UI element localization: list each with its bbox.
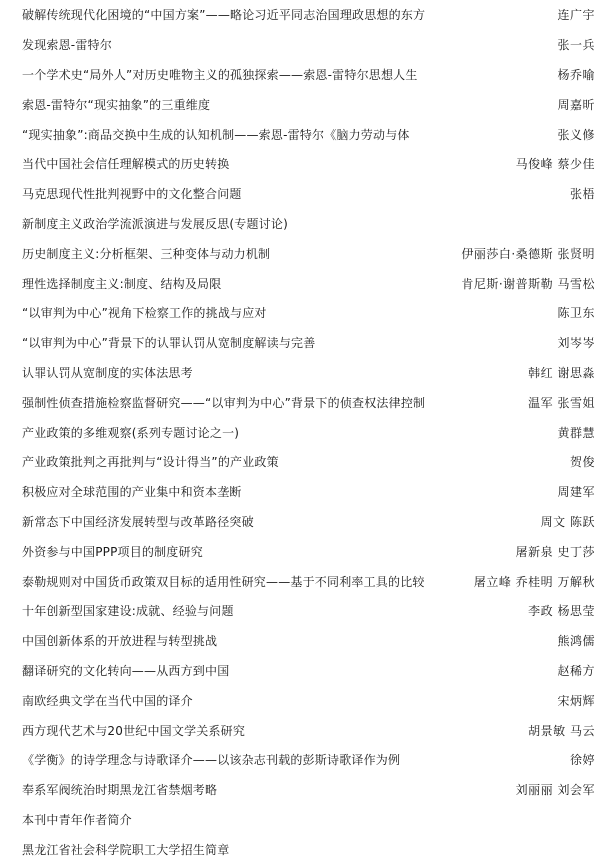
entry-author: 温军 张雪姐 (528, 395, 595, 410)
entry-title: 积极应对全球范围的产业集中和资本垄断 (22, 485, 242, 500)
toc-entry[interactable] (0, 89, 605, 119)
entry-author: 宋炳辉 (557, 693, 595, 708)
entry-title: 马克思现代性批判视野中的文化整合问题 (22, 187, 242, 202)
entry-author: 刘岑岑 (557, 336, 595, 351)
toc-entry[interactable] (0, 596, 605, 626)
entry-title: 《学衡》的诗学理念与诗歌译介——以该杂志刊载的彭斯诗歌译作为例 (22, 753, 401, 768)
toc-entry[interactable] (0, 656, 605, 686)
toc-entry[interactable] (0, 626, 605, 656)
entry-title: “以审判为中心”视角下检察工作的挑战与应对 (22, 306, 267, 321)
entry-author: 张梧 (569, 187, 595, 202)
entry-title: 索恩-雷特尔“现实抽象”的三重维度 (22, 97, 211, 112)
entry-author: 屠新泉 史丁莎 (515, 544, 595, 559)
entry-title: 理性选择制度主义:制度、结构及局限 (22, 276, 222, 291)
toc-entry[interactable] (0, 805, 605, 835)
entry-author: 周文 陈跃 (540, 514, 595, 529)
entry-title: 产业政策的多维观察(系列专题讨论之一) (22, 425, 240, 440)
entry-author: 韩红 谢思淼 (528, 365, 595, 380)
toc-entry[interactable] (0, 0, 605, 30)
entry-author: 周嘉昕 (557, 97, 595, 112)
toc-entry[interactable] (0, 30, 605, 60)
entry-title: 翻译研究的文化转向——从西方到中国 (22, 663, 230, 678)
entry-author: 伊丽莎白·桑德斯 张贤明 (461, 246, 595, 261)
entry-author: 胡景敏 马云 (528, 723, 595, 738)
entry-author: 周建军 (557, 485, 595, 500)
toc-entry[interactable] (0, 238, 605, 268)
entry-title: 十年创新型国家建设:成就、经验与问题 (22, 604, 234, 619)
toc-entry[interactable] (0, 685, 605, 715)
entry-title: 西方现代艺术与20世纪中国文学关系研究 (22, 723, 246, 738)
toc-entry[interactable] (0, 358, 605, 388)
entry-title: 奉系军阀统治时期黑龙江省禁烟考略 (22, 783, 218, 798)
toc-entry[interactable] (0, 447, 605, 477)
toc-entry[interactable] (0, 387, 605, 417)
entry-author: 屠立峰 乔桂明 万解秋 (473, 574, 595, 589)
entry-author: 杨乔喻 (557, 67, 595, 82)
toc-entry[interactable] (0, 715, 605, 745)
entry-title: 一个学术史“局外人”对历史唯物主义的孤独探索——索恩-雷特尔思想人生 (22, 67, 418, 82)
entry-author: 黄群慧 (557, 425, 595, 440)
entry-title: 发现索恩-雷特尔 (22, 38, 112, 53)
entry-title: 新常态下中国经济发展转型与改革路径突破 (22, 514, 254, 529)
toc-entry[interactable] (0, 119, 605, 149)
entry-author: 刘丽丽 刘会军 (515, 783, 595, 798)
entry-title: 新制度主义政治学流派演进与发展反思(专题讨论) (22, 216, 288, 231)
entry-title: 外资参与中国PPP项目的制度研究 (22, 544, 203, 559)
entry-title: 认罪认罚从宽制度的实体法思考 (22, 365, 193, 380)
toc-entry[interactable] (0, 298, 605, 328)
entry-title: 破解传统现代化困境的“中国方案”——略论习近平同志治国理政思想的东方 (22, 8, 426, 23)
entry-title: 历史制度主义:分析框架、三种变体与动力机制 (22, 246, 271, 261)
toc-entry[interactable] (0, 834, 605, 864)
entry-title: 产业政策批判之再批判与“设计得当”的产业政策 (22, 455, 279, 470)
toc-entry[interactable] (0, 745, 605, 775)
entry-title: 泰勒规则对中国货币政策双目标的适用性研究——基于不同利率工具的比较 (22, 574, 425, 589)
toc-entry[interactable] (0, 477, 605, 507)
entry-title: 中国创新体系的开放进程与转型挑战 (22, 634, 218, 649)
toc-entry[interactable] (0, 536, 605, 566)
entry-author: 马俊峰 蔡少佳 (515, 157, 595, 172)
toc-entry[interactable] (0, 179, 605, 209)
entry-author: 陈卫东 (557, 306, 595, 321)
entry-title: 黑龙江省社会科学院职工大学招生简章 (22, 842, 230, 857)
entry-author: 连广宇 (557, 8, 595, 23)
entry-author: 熊鸿儒 (557, 634, 595, 649)
entry-title: 南欧经典文学在当代中国的译介 (22, 693, 193, 708)
entry-author: 张义修 (557, 127, 595, 142)
toc-entry[interactable] (0, 60, 605, 90)
entry-title: “现实抽象”:商品交换中生成的认知机制——索恩-雷特尔《脑力劳动与体 (22, 127, 410, 142)
entry-author: 肯尼斯·谢普斯勒 马雪松 (461, 276, 595, 291)
toc-entry[interactable] (0, 149, 605, 179)
entry-author: 李政 杨思莹 (528, 604, 595, 619)
entry-title: 强制性侦查措施检察监督研究——“以审判为中心”背景下的侦查权法律控制 (22, 395, 426, 410)
toc-entry[interactable] (0, 566, 605, 596)
toc-entry[interactable] (0, 417, 605, 447)
entry-author: 张一兵 (557, 38, 595, 53)
entry-author: 赵稀方 (557, 663, 595, 678)
entry-title: “以审判为中心”背景下的认罪认罚从宽制度解读与完善 (22, 336, 316, 351)
toc-entry[interactable] (0, 507, 605, 537)
entry-title: 当代中国社会信任理解模式的历史转换 (22, 157, 230, 172)
entry-title: 本刊中青年作者简介 (22, 812, 132, 827)
entry-author: 徐婷 (569, 753, 595, 768)
toc-entry[interactable] (0, 268, 605, 298)
toc-entry[interactable] (0, 209, 605, 239)
entry-author: 贺俊 (569, 455, 595, 470)
toc-entry[interactable] (0, 775, 605, 805)
toc-entry[interactable] (0, 328, 605, 358)
